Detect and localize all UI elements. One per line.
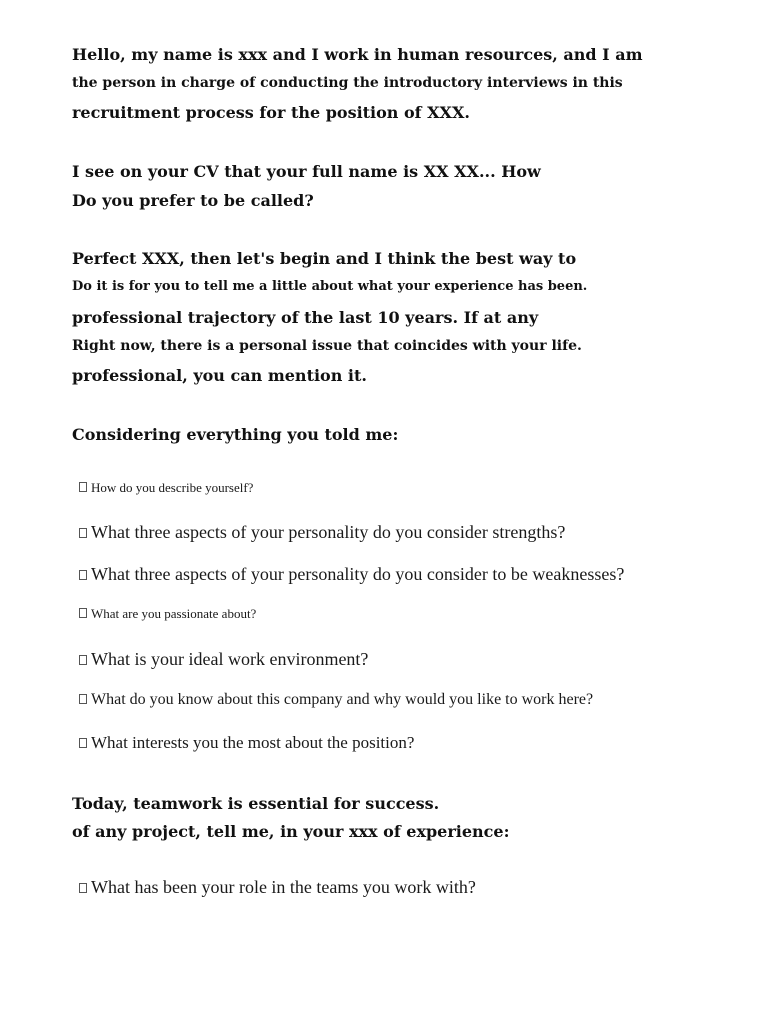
list-item [79, 480, 253, 496]
considering-heading: Considering everything you told me: [72, 425, 399, 444]
teamwork-line-1: Today, teamwork is essential for success. [72, 794, 440, 813]
question-text: How do you describe yourself? [91, 480, 254, 495]
bullet-icon [79, 883, 87, 893]
question-text: What do you know about this company and why would you like to work here? [91, 691, 594, 708]
intro-line-1: Hello, my name is xxx and I work in human resources, and I am [72, 45, 643, 64]
list-item [79, 877, 476, 898]
list-item [79, 522, 565, 543]
teamwork-line-2: of any project, tell me, in your xxx of experience: [72, 822, 510, 841]
list-item [79, 691, 593, 709]
intro-line-2: the person in charge of conducting the introductory interviews in this [72, 75, 623, 91]
question-text: What three aspects of your personality do you consider to be weaknesses? [91, 564, 625, 584]
bullet-icon [79, 608, 87, 618]
experience-line-2: Do it is for you to tell me a little about what your experience has been. [72, 279, 588, 294]
list-item [79, 606, 256, 622]
question-text: What has been your role in the teams you work with? [91, 877, 476, 897]
experience-line-3: professional trajectory of the last 10 years. If at any [72, 308, 539, 327]
experience-line-1: Perfect XXX, then let's begin and I think the best way to [72, 249, 577, 268]
list-item [79, 564, 624, 585]
name-question-line-1: I see on your CV that your full name is XX XX... How [72, 162, 541, 181]
experience-line-4: Right now, there is a personal issue that coincides with your life. [72, 338, 582, 354]
question-text: What three aspects of your personality do you consider strengths? [91, 522, 566, 542]
bullet-icon [79, 482, 87, 492]
list-item [79, 733, 414, 753]
bullet-icon [79, 655, 87, 665]
experience-line-5: professional, you can mention it. [72, 366, 367, 385]
question-text: What is your ideal work environment? [91, 649, 369, 669]
name-question-line-2: Do you prefer to be called? [72, 191, 314, 210]
bullet-icon [79, 528, 87, 538]
bullet-icon [79, 694, 87, 704]
question-text: What interests you the most about the position? [91, 733, 415, 752]
question-text: What are you passionate about? [91, 606, 257, 621]
bullet-icon [79, 738, 87, 748]
intro-line-3: recruitment process for the position of XXX. [72, 103, 470, 122]
bullet-icon [79, 570, 87, 580]
list-item [79, 649, 368, 670]
